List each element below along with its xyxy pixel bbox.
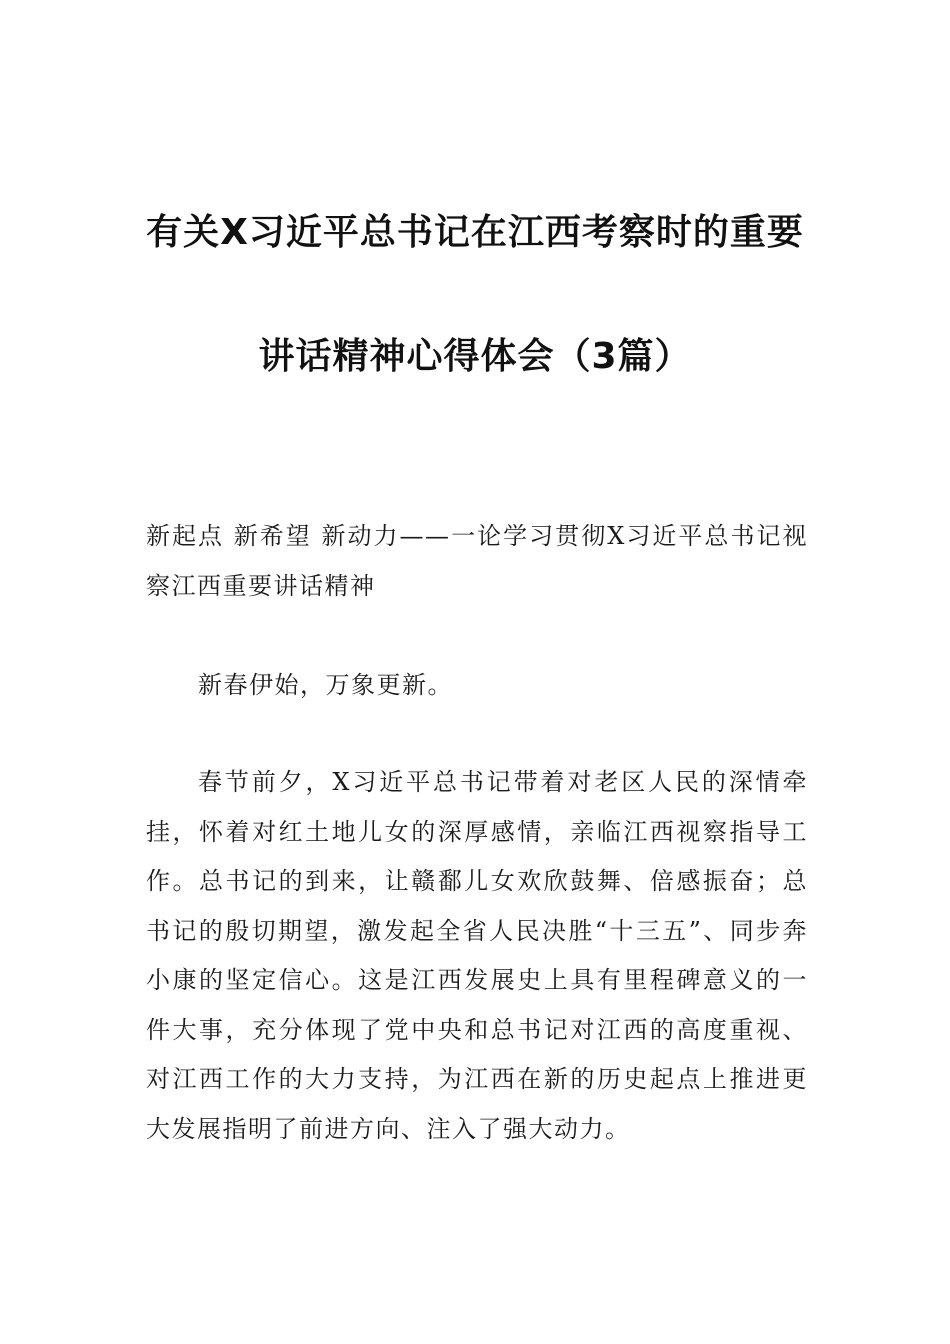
document-title-line-2: 讲话精神心得体会（3篇） [258, 336, 692, 377]
paragraph-2: 春节前夕，X习近平总书记带着对老区人民的深情牵挂，怀着对红土地儿女的深厚感情，亲临江西视察指导工作。总书记的到来，让赣鄱儿女欢欣鼓舞、倍感振奋；总书记的殷切期望，激发起全省人民决胜“十三五”、同步奔小康的坚定信心。这是江西发展史上具有里程碑意义的一件大事，充分体现了党中央和总书记对江西的高度重视、对江西工作的大力支持，为江西在新的历史起点上推进更大发展指明了前进方向、注入了强大动力。 [146, 768, 808, 1143]
paragraph-1: 新春伊始，万象更新。 [198, 671, 453, 699]
document-title-line-1: 有关X习近平总书记在江西考察时的重要 [146, 212, 804, 253]
article-subtitle: 新起点 新希望 新动力——一论学习贯彻X习近平总书记视察江西重要讲话精神 [146, 522, 808, 600]
